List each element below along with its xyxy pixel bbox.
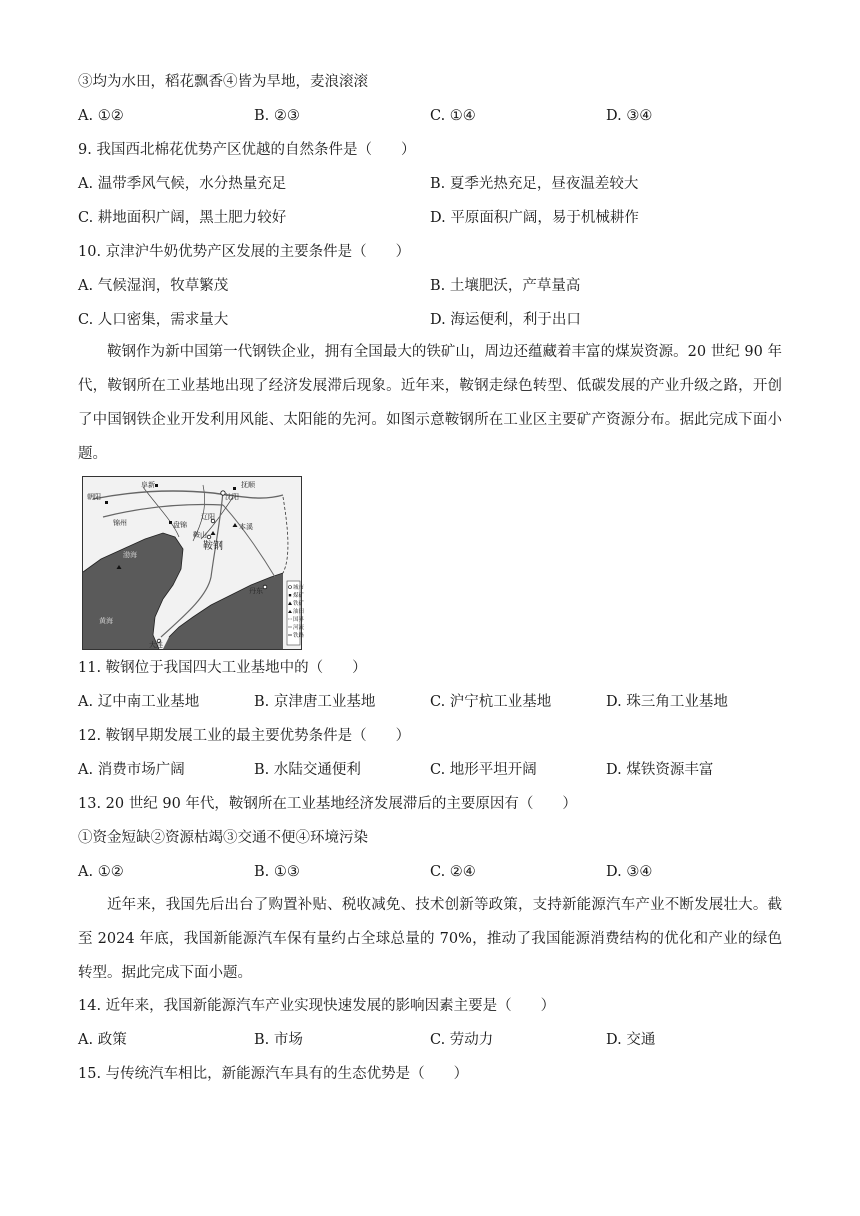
q10-option-b: B. 土壤肥沃，产草量高: [430, 278, 581, 294]
q11-option-b: B. 京津唐工业基地: [254, 694, 376, 710]
city-label-benxi: 本溪: [239, 523, 253, 531]
q13-option-c: C. ②④: [430, 864, 476, 880]
q8-option-c: C. ①④: [430, 108, 476, 124]
q10-option-d: D. 海运便利，利于出口: [430, 312, 581, 328]
city-label-dandong: 丹东: [249, 587, 263, 595]
q11-option-c: C. 沪宁杭工业基地: [430, 694, 552, 710]
q10-option-a: A. 气候湿润，牧草繁茂: [78, 278, 229, 294]
q10-option-c: C. 人口密集，需求量大: [78, 312, 229, 328]
q14-option-d: D. 交通: [606, 1032, 656, 1048]
city-label-dalian: 大连: [149, 641, 163, 649]
city-label-jinzhou: 锦州: [113, 519, 127, 527]
city-label-chaoyang: 朝阳: [87, 493, 101, 501]
q11-option-d: D. 珠三角工业基地: [606, 694, 728, 710]
q12-option-b: B. 水陆交通便利: [254, 762, 361, 778]
q14-option-c: C. 劳动力: [430, 1032, 494, 1048]
q14-option-a: A. 政策: [78, 1032, 127, 1048]
q9-stem: 9. 我国西北棉花优势产区优越的自然条件是（ ）: [78, 142, 416, 158]
q12-stem: 12. 鞍钢早期发展工业的最主要优势条件是（ ）: [78, 728, 411, 744]
q12-option-c: C. 地形平坦开阔: [430, 762, 537, 778]
region-label-bohai: 渤海: [123, 551, 137, 559]
nev-passage: 近年来，我国先后出台了购置补贴、税收减免、技术创新等政策，支持新能源汽车产业不断发展壮大。截至 2024 年底，我国新能源汽车保有量约占全球总量的 70%，推动了我国能源消费结构的优化和产业的绿色转型。据此完成下面小题。: [78, 897, 782, 981]
q13-items: ①资金短缺②资源枯竭③交通不便④环境污染: [78, 830, 368, 846]
legend-railway: 铁路: [293, 633, 305, 639]
legend-iron: 铁矿: [293, 601, 305, 607]
q13-option-b: B. ①③: [254, 864, 300, 880]
q12-option-a: A. 消费市场广阔: [78, 762, 185, 778]
map-svg: [83, 477, 305, 649]
q8-option-d: D. ③④: [606, 108, 653, 124]
q11-stem: 11. 鞍钢位于我国四大工业基地中的（ ）: [78, 660, 367, 676]
q14-option-b: B. 市场: [254, 1032, 303, 1048]
q9-option-d: D. 平原面积广阔，易于机械耕作: [430, 210, 639, 226]
q8-statement-line: ③均为水田，稻花飘香④皆为旱地，麦浪滚滚: [78, 74, 368, 90]
city-label-anshan: 鞍山: [193, 531, 207, 539]
region-label-huanghai: 黄海: [99, 617, 113, 625]
legend-border: 国界: [293, 617, 305, 623]
q8-option-b: B. ②③: [254, 108, 300, 124]
city-label-fushun: 抚顺: [241, 481, 255, 489]
q9-option-a: A. 温带季风气候，水分热量充足: [78, 176, 287, 192]
city-label-panjin: 盘锦: [173, 521, 187, 529]
legend-oil: 油田: [293, 609, 305, 615]
angang-region-map: [82, 476, 305, 650]
city-label-liaoyang: 辽阳: [201, 513, 215, 521]
legend-river: 河流: [293, 625, 305, 631]
q11-option-a: A. 辽中南工业基地: [78, 694, 200, 710]
city-label-fuxin: 阜新: [141, 481, 155, 489]
q13-stem: 13. 20 世纪 90 年代，鞍钢所在工业基地经济发展滞后的主要原因有（ ）: [78, 796, 577, 812]
q10-stem: 10. 京津沪牛奶优势产区发展的主要条件是（ ）: [78, 244, 411, 260]
legend-coal: 煤矿: [293, 593, 305, 599]
q9-option-b: B. 夏季光热充足，昼夜温差较大: [430, 176, 639, 192]
q15-stem: 15. 与传统汽车相比，新能源汽车具有的生态优势是（ ）: [78, 1066, 469, 1082]
city-label-shenyang: 沈阳: [225, 493, 239, 501]
yellow-sea-area: [163, 573, 283, 649]
q12-option-d: D. 煤铁资源丰富: [606, 762, 714, 778]
legend-city: 城市: [293, 585, 305, 591]
q9-option-c: C. 耕地面积广阔，黑土肥力较好: [78, 210, 287, 226]
angang-passage: 鞍钢作为新中国第一代钢铁企业，拥有全国最大的铁矿山，周边还蕴藏着丰富的煤炭资源。20 世纪 90 年代，鞍钢所在工业基地出现了经济发展滞后现象。近年来，鞍钢走绿色转型、低碳发展的产业升级之路，开创了中国钢铁企业开发利用风能、太阳能的先河。如图示意鞍钢所在工业区主要矿产资源分布。据此完成下面小题。: [78, 344, 782, 462]
q13-option-a: A. ①②: [78, 864, 124, 880]
q14-stem: 14. 近年来，我国新能源汽车产业实现快速发展的影响因素主要是（ ）: [78, 998, 556, 1014]
q13-option-d: D. ③④: [606, 864, 653, 880]
q8-option-a: A. ①②: [78, 108, 124, 124]
region-label-angang: 鞍钢: [203, 541, 223, 552]
